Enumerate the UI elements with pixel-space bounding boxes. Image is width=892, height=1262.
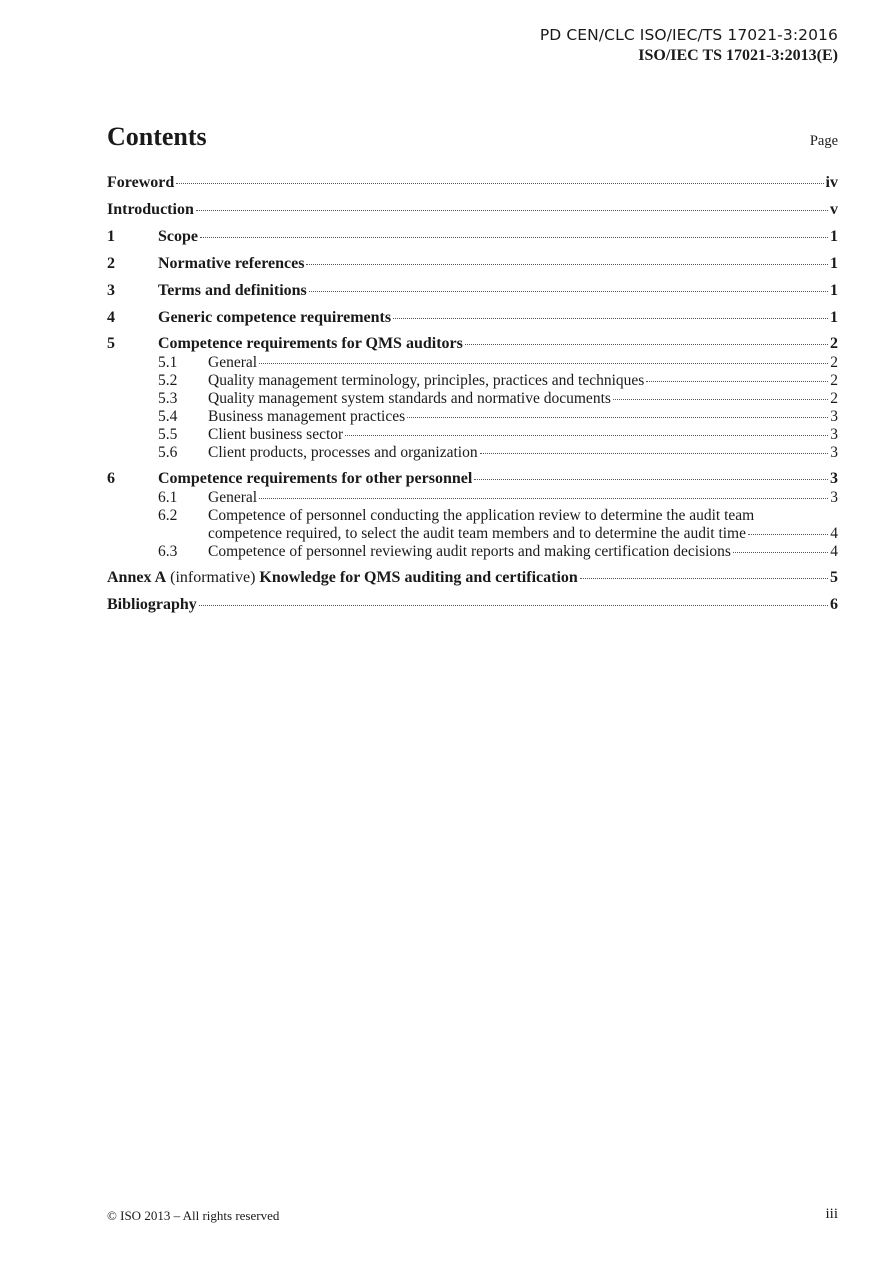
toc-entry-number: 5.5 bbox=[158, 426, 178, 443]
toc-entry-annex-a[interactable] bbox=[107, 569, 838, 587]
dot-leader bbox=[474, 479, 828, 480]
toc-subentry-5-5[interactable] bbox=[107, 426, 838, 444]
dot-leader bbox=[309, 291, 828, 292]
toc-entry-title: Client business sector bbox=[208, 426, 344, 443]
toc-entry-number: 4 bbox=[107, 309, 115, 326]
toc-subentry-5-6[interactable] bbox=[107, 444, 838, 462]
toc-subentry-6-3[interactable] bbox=[107, 543, 838, 561]
document-code-header: PD CEN/CLC ISO/IEC/TS 17021-3:2016 bbox=[539, 26, 838, 44]
toc-entry-page: 2 bbox=[830, 335, 838, 352]
toc-entry-number: 5.3 bbox=[158, 390, 178, 407]
toc-entry-page: 3 bbox=[830, 444, 838, 461]
toc-entry-page: 1 bbox=[830, 228, 838, 245]
toc-entry-title: Competence requirements for QMS auditors bbox=[158, 335, 463, 352]
dot-leader bbox=[259, 363, 828, 364]
toc-entry-number: 6 bbox=[107, 470, 115, 487]
dot-leader bbox=[200, 237, 828, 238]
page-column-label: Page bbox=[809, 133, 838, 149]
toc-entry-title: Scope bbox=[158, 228, 198, 245]
toc-entry-page: 3 bbox=[830, 470, 838, 487]
toc-subentry-5-1[interactable] bbox=[107, 354, 838, 372]
toc-entry-title-line1: Competence of personnel conducting the application review to determine the audit team bbox=[208, 507, 755, 524]
toc-entry-page: 2 bbox=[830, 390, 838, 407]
toc-entry-title: Quality management system standards and normative documents bbox=[208, 390, 611, 407]
toc-entry-title: General bbox=[208, 354, 258, 371]
dot-leader bbox=[748, 534, 828, 535]
dot-leader bbox=[465, 344, 828, 345]
toc-entry-normative-references[interactable] bbox=[107, 255, 838, 273]
dot-leader bbox=[199, 605, 828, 606]
toc-entry-title: General bbox=[208, 489, 258, 506]
toc-entry-number: 6.2 bbox=[158, 507, 178, 524]
dot-leader bbox=[407, 417, 828, 418]
toc-entry-foreword[interactable] bbox=[107, 174, 838, 192]
toc-entry-page: 2 bbox=[830, 354, 838, 371]
toc-entry-title: Competence of personnel reviewing audit reports and making certification decisions bbox=[208, 543, 731, 560]
toc-entry-title: Terms and definitions bbox=[158, 282, 307, 299]
toc-entry-page: 1 bbox=[830, 255, 838, 272]
toc-entry-title: Business management practices bbox=[208, 408, 406, 425]
toc-entry-number: 6.1 bbox=[158, 489, 178, 506]
toc-entry-number: 5.4 bbox=[158, 408, 178, 425]
toc-entry-page: iv bbox=[825, 174, 838, 191]
dot-leader bbox=[176, 183, 823, 184]
toc-subentry-6-1[interactable] bbox=[107, 489, 838, 507]
dot-leader bbox=[646, 381, 828, 382]
toc-entry-scope[interactable] bbox=[107, 228, 838, 246]
dot-leader bbox=[580, 578, 828, 579]
toc-entry-title: Bibliography bbox=[107, 596, 197, 613]
iso-code-header: ISO/IEC TS 17021-3:2013(E) bbox=[638, 47, 838, 64]
toc-entry-title: Generic competence requirements bbox=[158, 309, 392, 326]
page-number: iii bbox=[825, 1206, 838, 1222]
toc-entry-title: Foreword bbox=[107, 174, 175, 191]
toc-entry-page: 1 bbox=[830, 309, 838, 326]
dot-leader bbox=[345, 435, 828, 436]
toc-entry-title: Normative references bbox=[158, 255, 305, 272]
toc-entry-page: 3 bbox=[830, 426, 838, 443]
toc-subentry-5-2[interactable] bbox=[107, 372, 838, 390]
toc-entry-page: 5 bbox=[830, 569, 838, 586]
toc-entry-title: Quality management terminology, principles, practices and techniques bbox=[208, 372, 645, 389]
toc-subentry-6-2-continued[interactable] bbox=[107, 525, 838, 543]
toc-entry-title: Competence requirements for other personnel bbox=[158, 470, 473, 487]
toc-entry-generic-competence[interactable] bbox=[107, 309, 838, 327]
toc-entry-page: 2 bbox=[830, 372, 838, 389]
toc-entry-terms-and-definitions[interactable] bbox=[107, 282, 838, 300]
dot-leader bbox=[480, 453, 829, 454]
toc-entry-page: 6 bbox=[830, 596, 838, 613]
toc-entry-page: 3 bbox=[830, 489, 838, 506]
toc-entry-page: 3 bbox=[830, 408, 838, 425]
toc-entry-number: 3 bbox=[107, 282, 115, 299]
toc-subentry-6-2[interactable] bbox=[107, 507, 838, 525]
toc-entry-number: 5.6 bbox=[158, 444, 178, 461]
toc-entry-title: Introduction bbox=[107, 201, 194, 218]
dot-leader bbox=[393, 318, 828, 319]
toc-entry-number: 1 bbox=[107, 228, 115, 245]
toc-entry-page: 1 bbox=[830, 282, 838, 299]
toc-entry-page: v bbox=[830, 201, 838, 218]
toc-entry-introduction[interactable] bbox=[107, 201, 838, 219]
dot-leader bbox=[196, 210, 828, 211]
page-title: Contents bbox=[107, 122, 207, 151]
toc-entry-page: 4 bbox=[830, 525, 838, 542]
toc-entry-title: Client products, processes and organization bbox=[208, 444, 478, 461]
toc-entry-qms-auditors[interactable] bbox=[107, 335, 838, 353]
toc-entry-number: 5.2 bbox=[158, 372, 178, 389]
toc-entry-page: 4 bbox=[830, 543, 838, 560]
dot-leader bbox=[306, 264, 828, 265]
toc-entry-title: Knowledge for QMS auditing and certification bbox=[259, 569, 578, 586]
toc-subentry-5-4[interactable] bbox=[107, 408, 838, 426]
dot-leader bbox=[259, 498, 828, 499]
toc-subentry-5-3[interactable] bbox=[107, 390, 838, 408]
toc-entry-title-line2: competence required, to select the audit team members and to determine the audit time bbox=[208, 525, 746, 542]
toc-entry-bibliography[interactable] bbox=[107, 596, 838, 614]
toc-entry-number: 6.3 bbox=[158, 543, 178, 560]
annex-label: Annex A bbox=[107, 569, 167, 586]
toc-entry-other-personnel[interactable] bbox=[107, 470, 838, 488]
toc-entry-number: 5.1 bbox=[158, 354, 178, 371]
dot-leader bbox=[733, 552, 828, 553]
annex-qualifier: (informative) bbox=[170, 569, 256, 586]
toc-entry-number: 2 bbox=[107, 255, 115, 272]
dot-leader bbox=[613, 399, 828, 400]
copyright-notice: © ISO 2013 – All rights reserved bbox=[107, 1208, 280, 1223]
toc-entry-number: 5 bbox=[107, 335, 115, 352]
